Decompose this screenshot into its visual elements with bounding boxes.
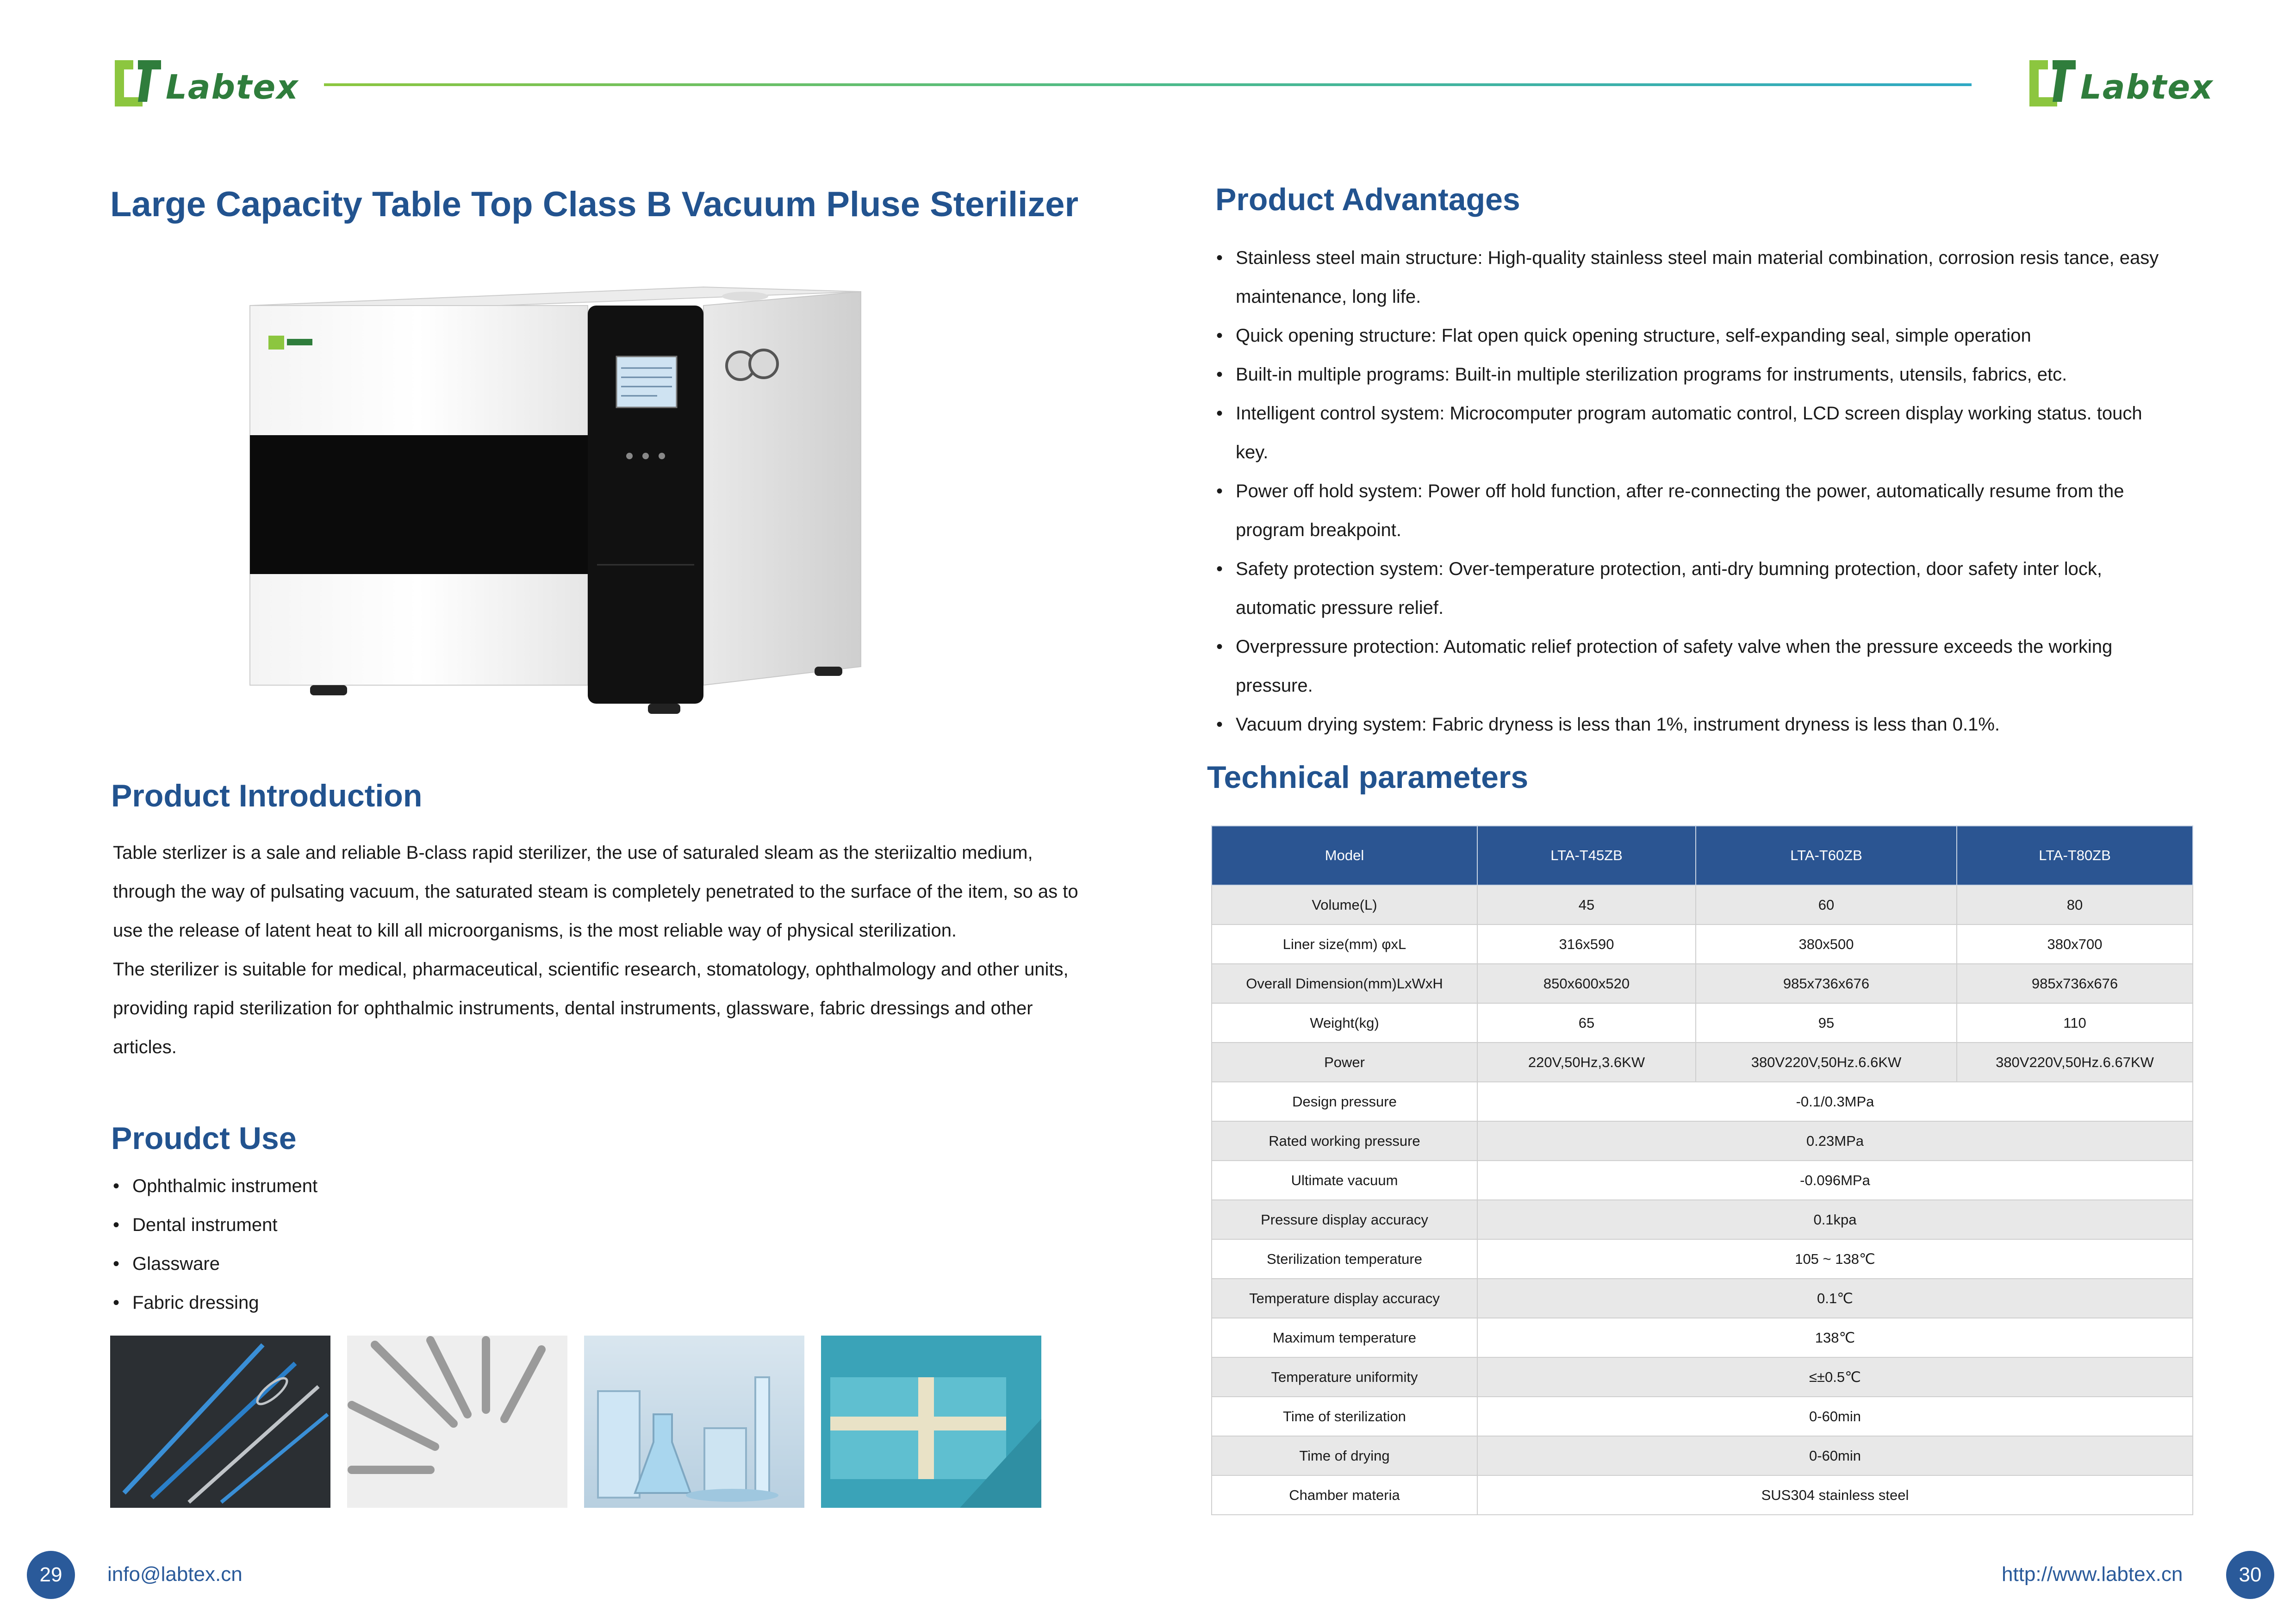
page-title: Large Capacity Table Top Class B Vacuum Pluse Sterilizer (110, 185, 1079, 224)
table-row (1212, 1121, 2193, 1161)
param-name: Sterilization temperature (1212, 1239, 1477, 1279)
header-cell: Model (1212, 826, 1477, 885)
list-item: • Ophthalmic instrument (113, 1167, 946, 1206)
param-value: 985x736x676 (1957, 964, 2193, 1003)
intro-heading: Product Introduction (111, 778, 423, 813)
table-row (1212, 885, 2193, 924)
header-divider (324, 83, 1972, 86)
param-name: Pressure display accuracy (1212, 1200, 1477, 1239)
param-value: 380V220V,50Hz.6.6KW (1696, 1043, 1957, 1082)
list-item: • Overpressure protection: Automatic relief protection of safety valve when the pressure exceeds the working pressure. (1216, 627, 2179, 705)
page-number-right: 30 (2226, 1551, 2274, 1599)
table-row (1212, 1003, 2193, 1043)
param-value: 0-60min (1477, 1397, 2193, 1436)
param-value: -0.096MPa (1477, 1161, 2193, 1200)
table-row (1212, 1475, 2193, 1515)
table-row (1212, 1043, 2193, 1082)
sterilizer-product-image (241, 278, 879, 731)
table-row (1212, 1357, 2193, 1397)
use-list (113, 1167, 946, 1322)
logo-wordmark: Labtex (2080, 68, 2214, 106)
list-item: • Dental instrument (113, 1206, 946, 1244)
header-cell: LTA-T45ZB (1477, 826, 1696, 885)
param-value: 80 (1957, 885, 2193, 924)
list-item: • Glassware (113, 1244, 946, 1283)
labtex-mark-icon (2020, 51, 2080, 116)
param-name: Maximum temperature (1212, 1318, 1477, 1357)
param-value: 45 (1477, 885, 1696, 924)
param-value: 60 (1696, 885, 1957, 924)
technical-heading: Technical parameters (1207, 760, 1529, 795)
param-value: 220V,50Hz,3.6KW (1477, 1043, 1696, 1082)
list-item: • Vacuum drying system: Fabric dryness is less than 1%, instrument dryness is less than 0.1%. (1216, 705, 2179, 744)
table-row (1212, 1082, 2193, 1121)
param-name: Chamber materia (1212, 1475, 1477, 1515)
param-name: Volume(L) (1212, 885, 1477, 924)
page-number-left: 29 (27, 1551, 75, 1599)
labtex-logo-left (106, 51, 299, 116)
param-value: 110 (1957, 1003, 2193, 1043)
fabric-dressing-photo (821, 1336, 1041, 1508)
email-link[interactable]: info@labtex.cn (107, 1563, 243, 1586)
labtex-logo-right (2020, 51, 2214, 116)
table-row (1212, 964, 2193, 1003)
list-item: • Fabric dressing (113, 1283, 946, 1322)
list-item: • Quick opening structure: Flat open quick opening structure, self-expanding seal, simple operation (1216, 316, 2179, 355)
table-row (1212, 1239, 2193, 1279)
param-value: 95 (1696, 1003, 1957, 1043)
param-name: Overall Dimension(mm)LxWxH (1212, 964, 1477, 1003)
param-value: 850x600x520 (1477, 964, 1696, 1003)
param-name: Time of sterilization (1212, 1397, 1477, 1436)
header-cell: LTA-T80ZB (1957, 826, 2193, 885)
param-value: 380x500 (1696, 924, 1957, 964)
dental-instrument-photo (347, 1336, 567, 1508)
param-name: Temperature uniformity (1212, 1357, 1477, 1397)
param-value: 985x736x676 (1696, 964, 1957, 1003)
list-item: • Stainless steel main structure: High-quality stainless steel main material combination, corrosion resis tance, easy maintenance, long life. (1216, 238, 2179, 316)
intro-paragraph-2: The sterilizer is suitable for medical, pharmaceutical, scientific research, stomatology, ophthalmology and other units, providing rapid sterilization for ophthalmic instruments, dental instruments, glassware, fabric dressings and other articles. (113, 959, 1069, 1057)
param-name: Time of drying (1212, 1436, 1477, 1475)
param-value: -0.1/0.3MPa (1477, 1082, 2193, 1121)
list-item: • Built-in multiple programs: Built-in multiple sterilization programs for instruments, utensils, fabrics, etc. (1216, 355, 2179, 394)
table-row (1212, 1161, 2193, 1200)
param-name: Design pressure (1212, 1082, 1477, 1121)
labtex-mark-icon (106, 51, 166, 116)
param-name: Power (1212, 1043, 1477, 1082)
param-value: SUS304 stainless steel (1477, 1475, 2193, 1515)
advantages-list (1216, 238, 2179, 744)
param-value: 380x700 (1957, 924, 2193, 964)
param-value: 0.23MPa (1477, 1121, 2193, 1161)
table-row (1212, 1200, 2193, 1239)
table-row (1212, 1318, 2193, 1357)
param-value: 105 ~ 138℃ (1477, 1239, 2193, 1279)
param-name: Rated working pressure (1212, 1121, 1477, 1161)
param-value: 380V220V,50Hz.6.67KW (1957, 1043, 2193, 1082)
param-value: 0.1℃ (1477, 1279, 2193, 1318)
use-heading: Proudct Use (111, 1121, 297, 1156)
advantages-heading: Product Advantages (1215, 182, 1520, 217)
list-item: • Safety protection system: Over-temperature protection, anti-dry bumning protection, door safety inter lock, automatic pressure relief. (1216, 550, 2179, 627)
ophthalmic-instrument-photo (110, 1336, 330, 1508)
param-name: Ultimate vacuum (1212, 1161, 1477, 1200)
table-row (1212, 1279, 2193, 1318)
param-value: 0.1kpa (1477, 1200, 2193, 1239)
technical-parameters-table (1211, 825, 2193, 1515)
glassware-photo (584, 1336, 804, 1508)
param-name: Temperature display accuracy (1212, 1279, 1477, 1318)
param-value: 0-60min (1477, 1436, 2193, 1475)
intro-text (113, 833, 1094, 1067)
table-header-row (1212, 826, 2193, 885)
header-cell: LTA-T60ZB (1696, 826, 1957, 885)
table-row (1212, 924, 2193, 964)
list-item: • Intelligent control system: Microcomputer program automatic control, LCD screen display working status. touch key. (1216, 394, 2179, 472)
param-name: Liner size(mm) φxL (1212, 924, 1477, 964)
intro-paragraph-1: Table sterlizer is a sale and reliable B-class rapid sterilizer, the use of saturaled sleam as the steriizaltio medium, through the way of pulsating vacuum, the saturated steam is completely penetrated to the surface of the item, so as to use the release of latent heat to kill all microorganisms, is the most reliable way of physical sterilization. (113, 843, 1078, 941)
param-value: ≤±0.5℃ (1477, 1357, 2193, 1397)
table-row (1212, 1397, 2193, 1436)
list-item: • Power off hold system: Power off hold function, after re-connecting the power, automatically resume from the program breakpoint. (1216, 472, 2179, 550)
param-name: Weight(kg) (1212, 1003, 1477, 1043)
param-value: 316x590 (1477, 924, 1696, 964)
param-value: 138℃ (1477, 1318, 2193, 1357)
table-row (1212, 1436, 2193, 1475)
param-value: 65 (1477, 1003, 1696, 1043)
logo-wordmark: Labtex (166, 68, 299, 106)
website-link[interactable]: http://www.labtex.cn (2002, 1563, 2183, 1586)
